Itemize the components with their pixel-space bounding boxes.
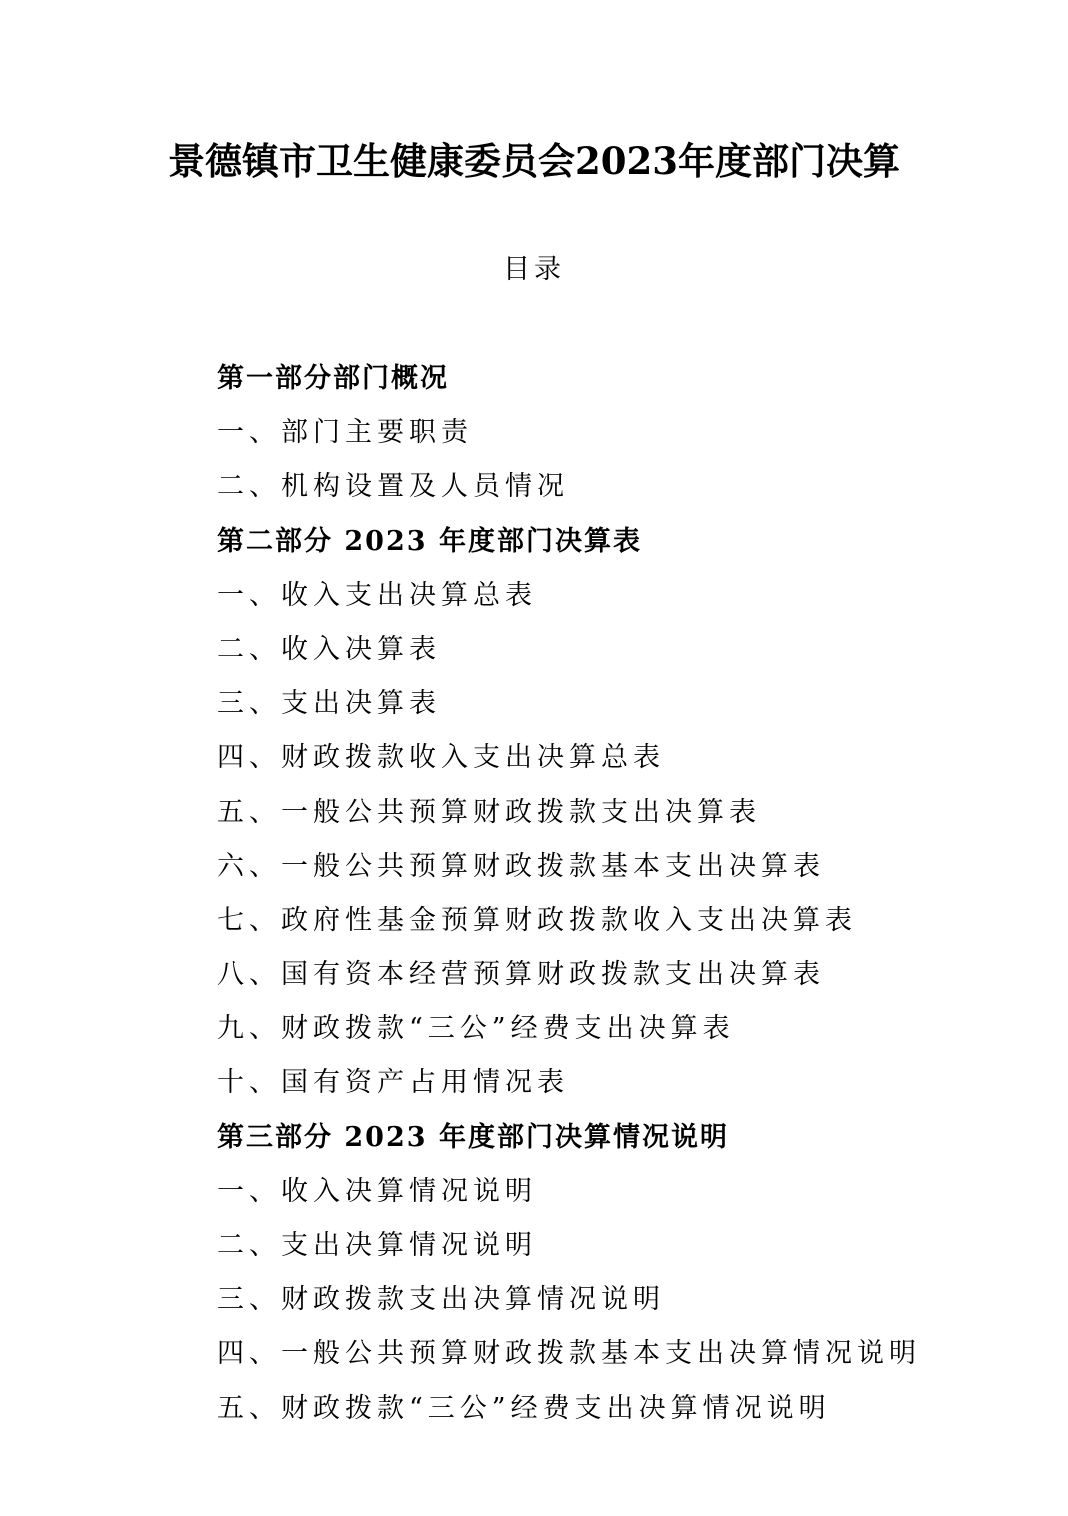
toc-item: 八、国有资本经营预算财政拨款支出决算表 <box>217 959 825 991</box>
toc-item: 四、财政拨款收入支出决算总表 <box>217 742 665 774</box>
table-of-contents <box>217 356 1037 1440</box>
toc-item: 七、政府性基金预算财政拨款收入支出决算表 <box>217 904 857 936</box>
toc-item: 九、财政拨款“三公”经费支出决算表 <box>217 1013 735 1045</box>
toc-item: 十、国有资产占用情况表 <box>217 1067 569 1099</box>
toc-part-heading: 第二部分 2023 年度部门决算表 <box>217 525 642 557</box>
toc-item: 六、一般公共预算财政拨款基本支出决算表 <box>217 850 825 882</box>
toc-item: 二、机构设置及人员情况 <box>217 471 569 503</box>
toc-item: 一、部门主要职责 <box>217 417 473 449</box>
toc-item: 五、一般公共预算财政拨款支出决算表 <box>217 796 761 828</box>
toc-part-heading: 第三部分 2023 年度部门决算情况说明 <box>217 1121 729 1153</box>
toc-item: 三、支出决算表 <box>217 688 441 720</box>
toc-item: 二、收入决算表 <box>217 633 441 665</box>
toc-item: 一、收入支出决算总表 <box>217 579 537 611</box>
document-title: 景德镇市卫生健康委员会2023年度部门决算 <box>168 139 900 183</box>
toc-item: 二、支出决算情况说明 <box>217 1230 537 1261</box>
toc-item: 四、一般公共预算财政拨款基本支出决算情况说明 <box>217 1338 921 1370</box>
toc-part-heading: 第一部分部门概况 <box>217 363 449 394</box>
toc-item: 五、财政拨款“三公”经费支出决算情况说明 <box>217 1392 831 1424</box>
toc-item: 一、收入决算情况说明 <box>217 1175 537 1207</box>
toc-item: 三、财政拨款支出决算情况说明 <box>217 1284 665 1316</box>
toc-heading: 目录 <box>503 254 565 285</box>
